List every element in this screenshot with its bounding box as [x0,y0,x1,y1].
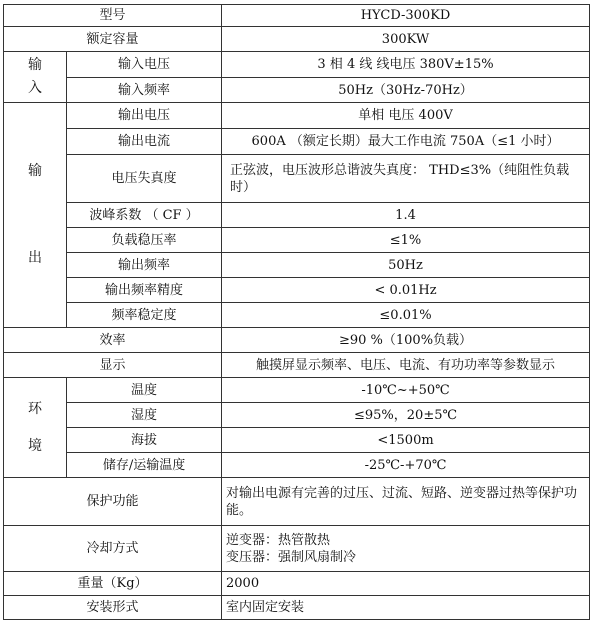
label-output-frequency: 输出频率 [67,253,222,278]
value-weight: 2000 [222,572,590,596]
label-input-voltage: 输入电压 [67,52,222,78]
label-output-current: 输出电流 [67,129,222,155]
value-input-voltage: 3 相 4 线 线电压 380V±15% [222,52,590,78]
label-env-temperature: 温度 [67,378,222,403]
group-output-char-2: 出 [28,250,42,266]
group-output-char-1: 输 [28,163,42,179]
group-input-char-1: 输 [28,57,42,73]
group-input [4,52,67,103]
row-output-current [4,129,590,155]
cooling-line-inverter: 逆变器：热管散热 [226,532,331,548]
group-environment [4,378,67,478]
group-environment-char-1: 环 [28,400,42,417]
value-output-current: 600A （额定长期）最大工作电流 750A（≤1 小时） [222,129,590,155]
row-protection [4,478,590,526]
label-output-voltage: 输出电压 [67,103,222,129]
value-freq-accuracy: < 0.01Hz [222,278,590,303]
label-output-distortion: 电压失真度 [67,155,222,203]
label-installation: 安装形式 [4,596,222,620]
value-input-frequency: 50Hz（30Hz-70Hz） [222,78,590,103]
value-env-altitude: <1500m [222,428,590,453]
cooling-line-transformer: 变压器：强制风扇制冷 [226,549,357,565]
row-env-altitude [4,428,590,453]
label-env-altitude: 海拔 [67,428,222,453]
label-display: 显示 [4,353,222,378]
row-freq-accuracy [4,278,590,303]
label-input-frequency: 输入频率 [67,78,222,103]
row-cooling [4,526,590,572]
label-capacity: 额定容量 [4,27,222,52]
row-output-voltage [4,103,590,129]
value-cooling [222,526,590,572]
row-weight [4,572,590,596]
row-installation [4,596,590,620]
label-freq-accuracy: 输出频率精度 [67,278,222,303]
row-freq-stability [4,303,590,328]
row-capacity [4,27,590,52]
label-freq-stability: 频率稳定度 [67,303,222,328]
label-load-regulation: 负载稳压率 [67,228,222,253]
label-weight: 重量（Kg） [4,572,222,596]
value-protection: 对输出电源有完善的过压、过流、短路、逆变器过热等保护功能。 [222,478,590,526]
label-env-storage-temp: 储存/运输温度 [67,453,222,478]
row-model [4,5,590,27]
value-env-humidity: ≤95%，20±5℃ [222,403,590,428]
value-crest-factor: 1.4 [222,203,590,228]
value-env-storage-temp: -25℃-+70℃ [222,453,590,478]
label-cooling: 冷却方式 [4,526,222,572]
value-installation: 室内固定安装 [222,596,590,620]
group-environment-char-2: 境 [28,437,42,454]
value-model: HYCD-300KD [222,5,590,27]
value-display: 触摸屏显示频率、电压、电流、有功功率等参数显示 [222,353,590,378]
row-crest-factor [4,203,590,228]
row-output-frequency [4,253,590,278]
row-input-voltage [4,52,590,78]
row-display [4,353,590,378]
label-crest-factor: 波峰系数 （ CF ） [67,203,222,228]
label-model: 型号 [4,5,222,27]
value-capacity: 300KW [222,27,590,52]
value-env-temperature: -10℃~+50℃ [222,378,590,403]
row-env-humidity [4,403,590,428]
label-efficiency: 效率 [4,328,222,353]
row-env-storage-temp [4,453,590,478]
value-load-regulation: ≤1% [222,228,590,253]
row-output-distortion [4,155,590,203]
value-output-voltage: 单相 电压 400V [222,103,590,129]
value-freq-stability: ≤0.01% [222,303,590,328]
spec-table [3,4,590,620]
group-input-char-2: 入 [28,80,42,96]
value-output-frequency: 50Hz [222,253,590,278]
label-env-humidity: 湿度 [67,403,222,428]
row-load-regulation [4,228,590,253]
label-protection: 保护功能 [4,478,222,526]
group-output [4,103,67,328]
row-env-temperature [4,378,590,403]
row-input-frequency [4,78,590,103]
row-efficiency [4,328,590,353]
value-efficiency: ≥90 %（100%负载） [222,328,590,353]
value-output-distortion: 正弦波，电压波形总谐波失真度： THD≤3%（纯阻性负载时） [222,155,590,203]
